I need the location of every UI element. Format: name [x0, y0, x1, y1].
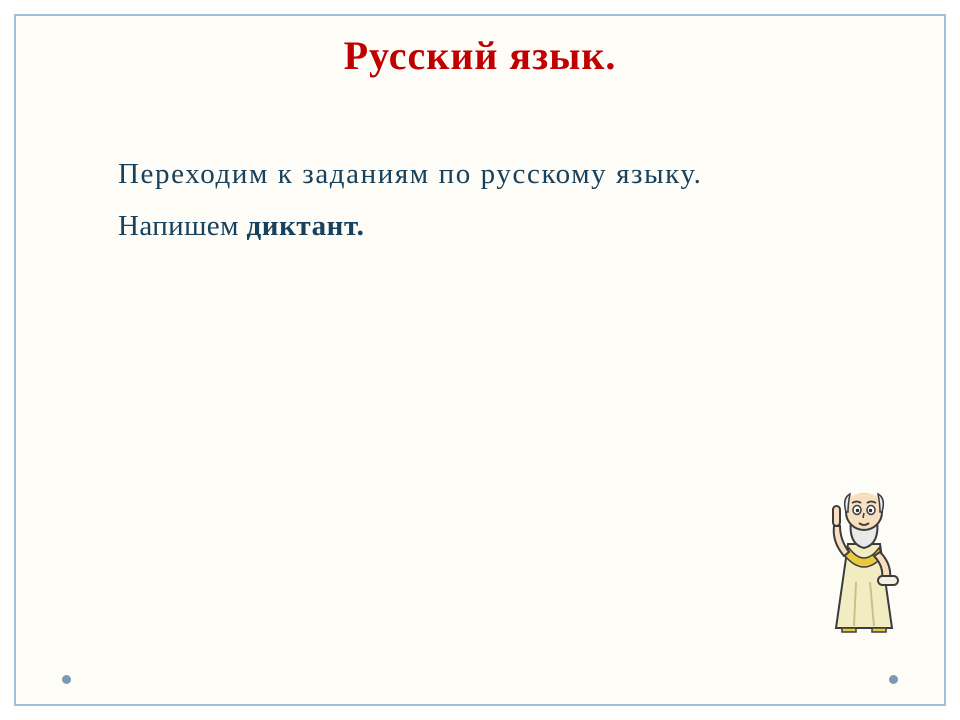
slide-margin-bottom	[0, 706, 960, 720]
body-line-2	[118, 200, 908, 252]
philosopher-cartoon-icon	[818, 482, 910, 637]
body-line-2-emphasis: диктант.	[246, 210, 365, 242]
body-line-2-prefix: Напишем	[118, 210, 247, 242]
page-title: Русский язык.	[343, 33, 617, 78]
slide-margin-right	[946, 0, 960, 720]
body-line-1: Переходим к заданиям по русскому языку.	[118, 158, 703, 190]
bullet-dot-left	[62, 675, 71, 684]
slide-body	[118, 148, 908, 252]
slide-margin-left	[0, 0, 14, 720]
slide-margin-top	[0, 0, 960, 14]
bullet-dot-right	[889, 675, 898, 684]
slide-border	[14, 14, 946, 706]
